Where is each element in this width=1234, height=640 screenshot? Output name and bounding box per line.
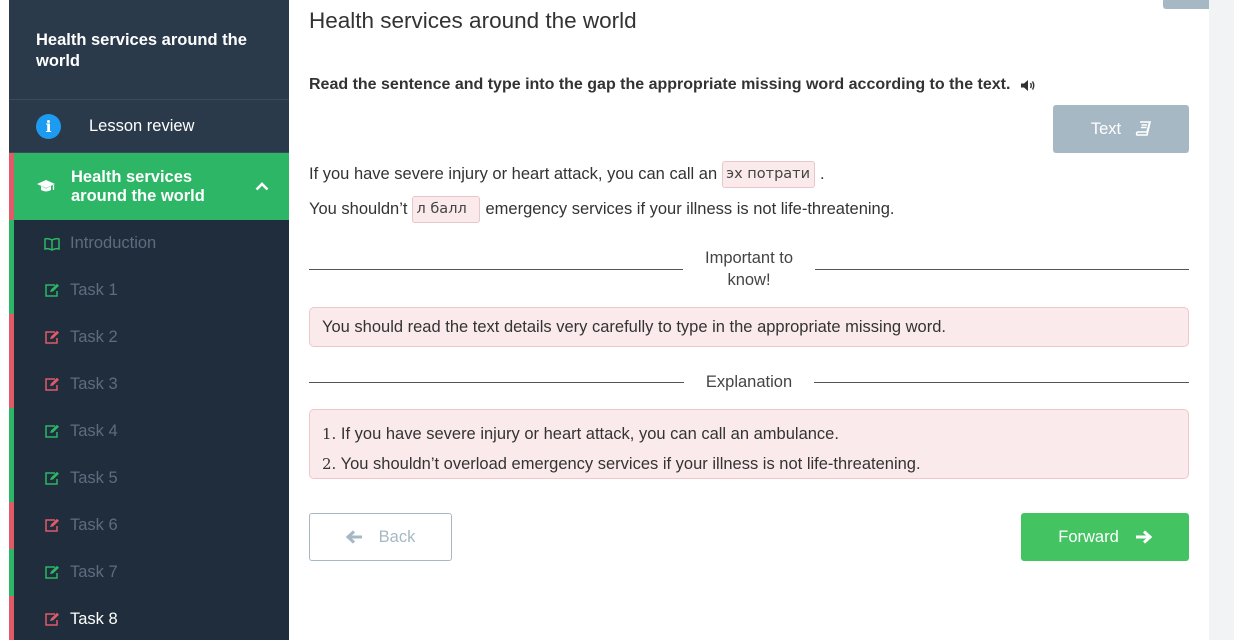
- book-icon: [1135, 121, 1151, 137]
- important-label-line1: Important to: [704, 249, 794, 267]
- edit-icon: [44, 612, 60, 628]
- explanation-number: 1.: [322, 425, 337, 443]
- speaker-icon[interactable]: [1020, 79, 1036, 92]
- forward-button-label: Forward: [1058, 527, 1119, 546]
- sidebar-item-task-1[interactable]: [9, 267, 289, 314]
- sidebar-item-task-2[interactable]: [9, 314, 289, 361]
- right-edge: [1209, 0, 1234, 640]
- course-title: Health services around the world: [9, 0, 289, 100]
- lesson-review-link[interactable]: [9, 100, 289, 153]
- section-label: [71, 168, 205, 206]
- left-edge: [0, 0, 9, 640]
- sidebar-item-label: Task 3: [70, 375, 118, 393]
- important-label: [683, 247, 815, 291]
- graduation-cap-icon: [36, 179, 58, 195]
- sidebar-item-label: Task 7: [70, 563, 118, 581]
- sentence-1-after: .: [820, 165, 825, 183]
- edit-icon: [44, 518, 60, 534]
- section-label-line1: Health services: [71, 167, 193, 186]
- task-list: [9, 220, 289, 640]
- task-instruction: [309, 76, 1036, 94]
- info-icon: i: [36, 114, 61, 139]
- sentence-2: [309, 196, 895, 223]
- explanation-line: [322, 419, 1176, 449]
- sidebar-item-label: Task 5: [70, 469, 118, 487]
- explanation-text: If you have severe injury or heart attack, you can call an ambulance.: [340, 425, 839, 443]
- gap-input-1[interactable]: эх потрати: [722, 161, 815, 188]
- divider-line: [309, 269, 683, 270]
- text-button-label: Text: [1090, 119, 1122, 138]
- edit-icon: [44, 471, 60, 487]
- arrow-right-icon: [1135, 530, 1152, 544]
- divider-line: [815, 269, 1189, 270]
- gap-input-2[interactable]: л балл: [412, 196, 480, 223]
- sentence-1-before: If you have severe injury or heart attack, you can call an: [309, 165, 718, 183]
- edit-icon: [44, 565, 60, 581]
- chevron-up-icon: [255, 177, 269, 196]
- sentence-2-after: emergency services if your illness is not life-threatening.: [485, 200, 895, 218]
- sentence-2-before: You shouldn’t: [309, 200, 408, 218]
- sidebar: [9, 0, 289, 640]
- important-note: You should read the text details very carefully to type in the appropriate missing word.: [309, 307, 1189, 347]
- sidebar-item-task-4[interactable]: [9, 408, 289, 455]
- page-title: Health services around the world: [309, 8, 637, 33]
- sidebar-item-label: Task 6: [70, 516, 118, 534]
- sidebar-item-introduction[interactable]: [9, 220, 289, 267]
- forward-button[interactable]: [1021, 513, 1189, 561]
- instruction-text: Read the sentence and type into the gap the appropriate missing word according to the text.: [309, 76, 1011, 93]
- explanation-number: 2.: [322, 455, 337, 473]
- back-button[interactable]: [309, 513, 452, 561]
- sentence-1: [309, 161, 825, 188]
- sidebar-item-task-6[interactable]: [9, 502, 289, 549]
- sidebar-item-task-7[interactable]: [9, 549, 289, 596]
- section-label-line2: around the world: [71, 186, 205, 205]
- sidebar-item-label: Task 1: [70, 281, 118, 299]
- edit-icon: [44, 424, 60, 440]
- sidebar-item-task-8[interactable]: [9, 596, 289, 640]
- important-divider: [309, 247, 1189, 291]
- important-label-line2: know!: [727, 271, 771, 289]
- sidebar-item-label: Task 8: [70, 610, 118, 628]
- corner-button[interactable]: [1163, 0, 1209, 9]
- back-button-label: Back: [378, 527, 416, 546]
- edit-icon: [44, 283, 60, 299]
- explanation-label: Explanation: [705, 373, 793, 391]
- explanation-line: [322, 449, 1176, 479]
- main-content: [289, 0, 1209, 640]
- sidebar-item-task-5[interactable]: [9, 455, 289, 502]
- explanation-text: You shouldn’t overload emergency services if your illness is not life-threatening.: [340, 455, 921, 473]
- lesson-review-label: Lesson review: [89, 116, 195, 135]
- explanation-box: [309, 409, 1189, 479]
- arrow-left-icon: [346, 530, 363, 544]
- divider-line: [309, 382, 684, 383]
- sidebar-item-label: Task 2: [70, 328, 118, 346]
- explanation-divider: [309, 371, 1189, 393]
- sidebar-item-task-3[interactable]: [9, 361, 289, 408]
- sidebar-item-label: Task 4: [70, 422, 118, 440]
- book-open-icon: [44, 236, 60, 252]
- sidebar-item-label: Introduction: [70, 234, 157, 252]
- text-button[interactable]: [1053, 105, 1189, 153]
- edit-icon: [44, 330, 60, 346]
- section-health-services[interactable]: [9, 153, 289, 220]
- edit-icon: [44, 377, 60, 393]
- divider-line: [814, 382, 1189, 383]
